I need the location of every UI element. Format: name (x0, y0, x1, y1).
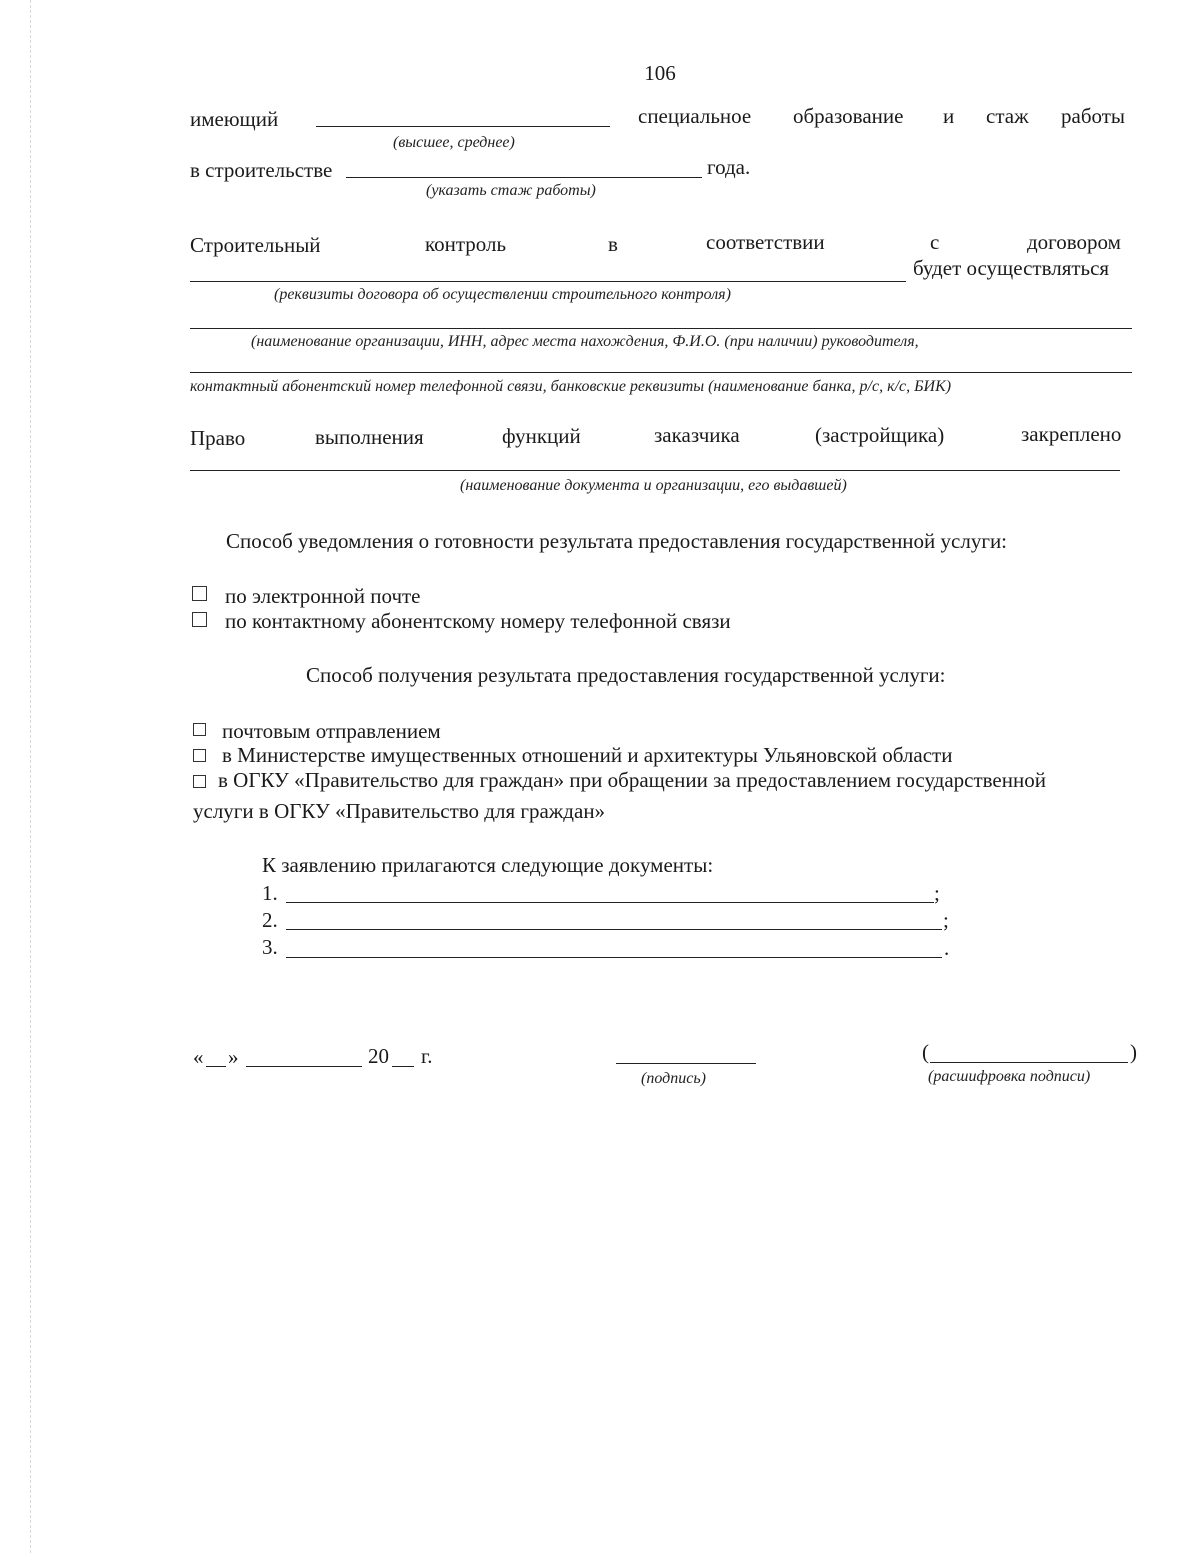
hint-education: (высшее, среднее) (393, 134, 515, 151)
word-with: с (930, 230, 940, 254)
year-suffix: г. (421, 1044, 433, 1068)
option-ogku-continued: услуги в ОГКУ «Правительство для граждан» (193, 799, 606, 823)
hint-organization-2: контактный абонентский номер телефонной связи, банковские реквизиты (наименование банка, р/с, к/с, БИК) (190, 378, 952, 395)
attachment-blank-2[interactable] (286, 929, 942, 930)
word-special: специальное (638, 104, 752, 128)
word-right: Право (190, 426, 246, 450)
word-functions: функций (502, 424, 581, 448)
document-blank[interactable] (190, 470, 1120, 471)
page-number: 106 (644, 61, 676, 85)
word-education: образование (793, 104, 904, 128)
will-be-done: будет осуществляться (913, 256, 1110, 280)
notification-heading: Способ уведомления о готовности результата предоставления государственной услуги: (226, 529, 1008, 553)
word-control: контроль (425, 232, 507, 256)
checkbox-phone[interactable] (192, 612, 207, 627)
attachment-blank-3[interactable] (286, 957, 942, 958)
checkbox-email[interactable] (192, 586, 207, 601)
year-prefix: 20 (368, 1044, 389, 1068)
checkbox-ogku[interactable] (193, 775, 206, 788)
word-execution: выполнения (315, 425, 424, 449)
day-blank[interactable] (206, 1066, 226, 1067)
month-blank[interactable] (246, 1066, 362, 1067)
attachment-end-2: ; (943, 908, 949, 932)
option-phone: по контактному абонентскому номеру телефонной связи (225, 609, 731, 633)
contract-blank[interactable] (190, 281, 906, 282)
signature-blank[interactable] (616, 1063, 756, 1064)
hint-contract: (реквизиты договора об осуществлении строительного контроля) (274, 286, 731, 303)
word-in: в (608, 232, 618, 256)
attachment-end-3: . (944, 936, 950, 960)
organization-blank-2[interactable] (190, 372, 1132, 373)
word-experience: стаж (986, 104, 1029, 128)
decoding-blank[interactable] (930, 1062, 1128, 1063)
word-having: имеющий (190, 107, 279, 131)
receipt-heading: Способ получения результата предоставления государственной услуги: (306, 663, 946, 687)
checkbox-mail[interactable] (193, 723, 206, 736)
date-quote-open: « (193, 1045, 204, 1069)
paren-close: ) (1130, 1040, 1137, 1064)
attachments-heading: К заявлению прилагаются следующие документы: (262, 853, 714, 877)
word-developer: (застройщика) (815, 423, 945, 447)
year-blank[interactable] (392, 1066, 414, 1067)
hint-signature: (подпись) (641, 1070, 706, 1087)
experience-blank[interactable] (346, 177, 702, 178)
attachment-number-1: 1. (262, 881, 278, 905)
word-customer: заказчика (654, 423, 740, 447)
word-work: работы (1061, 104, 1126, 128)
date-quote-close: » (228, 1045, 239, 1069)
option-ogku: в ОГКУ «Правительство для граждан» при обращении за предоставлением государственной (218, 768, 1046, 792)
attachment-number-3: 3. (262, 935, 278, 959)
word-construction: Строительный (190, 233, 321, 257)
word-accordance: соответствии (706, 230, 825, 254)
attachment-number-2: 2. (262, 908, 278, 932)
hint-experience: (указать стаж работы) (426, 182, 596, 199)
option-ministry: в Министерстве имущественных отношений и архитектуры Ульяновской области (222, 743, 953, 767)
word-contract: договором (1027, 230, 1121, 254)
education-blank[interactable] (316, 126, 610, 127)
hint-document: (наименование документа и организации, его выдавшей) (460, 477, 847, 494)
option-email: по электронной почте (225, 584, 421, 608)
construction-label: в строительстве (190, 158, 333, 182)
checkbox-ministry[interactable] (193, 749, 206, 762)
hint-decoding: (расшифровка подписи) (928, 1068, 1091, 1085)
hint-organization-1: (наименование организации, ИНН, адрес места нахождения, Ф.И.О. (при наличии) руководителя, (251, 333, 919, 350)
word-assigned: закреплено (1021, 422, 1122, 446)
scan-edge-line (30, 0, 31, 1553)
attachment-end-1: ; (934, 881, 940, 905)
option-mail: почтовым отправлением (222, 719, 441, 743)
years-label: года. (707, 155, 751, 179)
word-and: и (943, 104, 955, 128)
organization-blank[interactable] (190, 328, 1132, 329)
attachment-blank-1[interactable] (286, 902, 934, 903)
paren-open: ( (922, 1040, 929, 1064)
